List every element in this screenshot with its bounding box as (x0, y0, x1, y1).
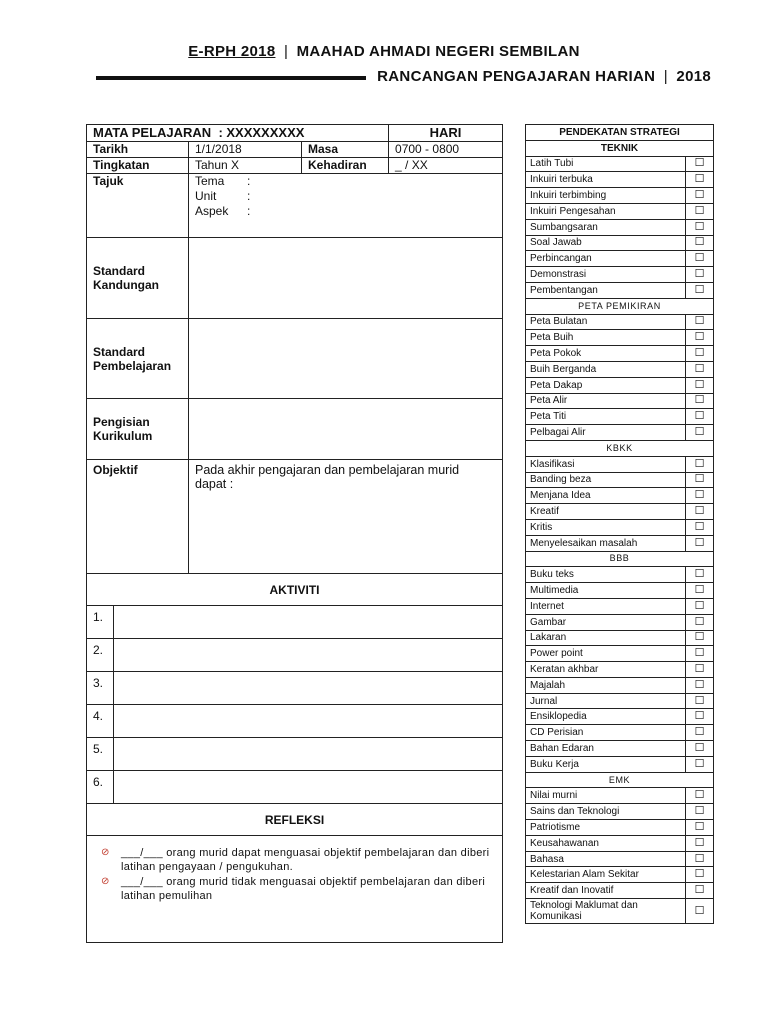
checkbox-icon[interactable]: ☐ (686, 235, 714, 251)
checklist-row (526, 235, 714, 251)
checkbox-icon[interactable]: ☐ (686, 535, 714, 551)
checklist-label: Ensiklopedia (526, 709, 686, 725)
checkbox-icon[interactable]: ☐ (686, 851, 714, 867)
checkbox-icon[interactable]: ☐ (686, 488, 714, 504)
strategy-checklist (525, 124, 714, 924)
plan-title (377, 68, 711, 85)
checklist-row (526, 583, 714, 599)
kbkk-section (526, 456, 714, 551)
checklist-row (526, 456, 714, 472)
checklist-row (526, 488, 714, 504)
checklist-row (526, 709, 714, 725)
checklist-label: Gambar (526, 614, 686, 630)
checklist-row (526, 219, 714, 235)
checkbox-icon[interactable]: ☐ (686, 188, 714, 204)
checklist-row (526, 899, 714, 924)
checkbox-icon[interactable]: ☐ (686, 377, 714, 393)
checklist-row (526, 835, 714, 851)
checkbox-icon[interactable]: ☐ (686, 646, 714, 662)
checklist-row (526, 646, 714, 662)
checkbox-icon[interactable]: ☐ (686, 172, 714, 188)
checklist-label: Kreatif (526, 504, 686, 520)
checkbox-icon[interactable]: ☐ (686, 614, 714, 630)
checklist-label: CD Perisian (526, 725, 686, 741)
checkbox-icon[interactable]: ☐ (686, 346, 714, 362)
checklist-row (526, 203, 714, 219)
checkbox-icon[interactable]: ☐ (686, 756, 714, 772)
learning-standard-label-line1: Standard (93, 344, 146, 359)
checkbox-icon[interactable]: ☐ (686, 883, 714, 899)
checklist-label: Lakaran (526, 630, 686, 646)
checkbox-icon[interactable]: ☐ (686, 804, 714, 820)
checklist-row (526, 788, 714, 804)
checklist-row (526, 330, 714, 346)
checkbox-icon[interactable]: ☐ (686, 662, 714, 678)
activity-field[interactable] (114, 771, 502, 803)
reflection-item-text: ___/___ orang murid dapat menguasai objektif pembelajaran dan diberi latihan pengayaan / pengukuhan. (121, 847, 490, 873)
reflection-item (101, 875, 494, 903)
checklist-label: Soal Jawab (526, 235, 686, 251)
teknik-title: TEKNIK (526, 140, 714, 156)
time-value[interactable]: 0700 - 0800 (389, 142, 503, 158)
curriculum-label (87, 399, 189, 460)
checklist-label: Peta Alir (526, 393, 686, 409)
checklist-label: Majalah (526, 677, 686, 693)
date-label: Tarikh (87, 142, 189, 158)
document-header (0, 43, 768, 60)
content-standard-label-line2: Kandungan (93, 278, 159, 292)
header-rule (96, 76, 366, 80)
checklist-label: Demonstrasi (526, 267, 686, 283)
checklist-row (526, 519, 714, 535)
checklist-label: Peta Dakap (526, 377, 686, 393)
checklist-row (526, 425, 714, 441)
checkbox-icon[interactable]: ☐ (686, 267, 714, 283)
reflection-title: REFLEKSI (87, 804, 503, 836)
checklist-label: Peta Titi (526, 409, 686, 425)
checklist-label: Patriotisme (526, 820, 686, 836)
institution-name: MAAHAD AHMADI NEGERI SEMBILAN (296, 43, 580, 60)
plan-title-separator: | (663, 68, 668, 85)
checkbox-icon[interactable]: ☐ (686, 504, 714, 520)
checklist-label: Menyelesaikan masalah (526, 535, 686, 551)
checklist-label: Peta Buih (526, 330, 686, 346)
date-value[interactable]: 1/1/2018 (189, 142, 302, 158)
curriculum-field[interactable] (189, 399, 503, 460)
checklist-row (526, 630, 714, 646)
topic-aspect-sep: : (247, 204, 251, 218)
activity-number: 5. (87, 738, 114, 770)
checkbox-icon[interactable]: ☐ (686, 156, 714, 172)
time-label: Masa (302, 142, 389, 158)
checklist-label: Kritis (526, 519, 686, 535)
topic-unit-sep: : (247, 189, 251, 203)
checkbox-icon[interactable]: ☐ (686, 741, 714, 757)
day-label: HARI (389, 125, 503, 142)
checklist-row (526, 188, 714, 204)
checkbox-icon[interactable]: ☐ (686, 709, 714, 725)
header-separator: | (283, 43, 289, 60)
checklist-row (526, 251, 714, 267)
checkbox-icon[interactable]: ☐ (686, 725, 714, 741)
checklist-row (526, 156, 714, 172)
topic-unit-key: Unit (195, 189, 217, 203)
bbb-title: BBB (526, 551, 714, 567)
checkbox-icon[interactable]: ☐ (686, 598, 714, 614)
checkbox-icon[interactable]: ☐ (686, 583, 714, 599)
checklist-row (526, 504, 714, 520)
checkbox-icon[interactable]: ☐ (686, 677, 714, 693)
activity-field[interactable] (114, 672, 502, 704)
checklist-row (526, 361, 714, 377)
checkbox-icon[interactable]: ☐ (686, 472, 714, 488)
checkbox-icon[interactable]: ☐ (686, 456, 714, 472)
activity-number: 2. (87, 639, 114, 671)
reflection-field[interactable] (87, 836, 503, 943)
check-icon: ⊘ (101, 847, 110, 858)
bbb-section (526, 567, 714, 772)
checklist-row (526, 409, 714, 425)
checkbox-icon[interactable]: ☐ (686, 251, 714, 267)
checkbox-icon[interactable]: ☐ (686, 282, 714, 298)
topic-label: Tajuk (87, 174, 189, 238)
checklist-label: Pelbagai Alir (526, 425, 686, 441)
checkbox-icon[interactable]: ☐ (686, 867, 714, 883)
checklist-label: Sumbangsaran (526, 219, 686, 235)
topic-theme-key: Tema (195, 174, 225, 188)
checklist-label: Buku Kerja (526, 756, 686, 772)
checkbox-icon[interactable]: ☐ (686, 393, 714, 409)
checklist-label: Klasifikasi (526, 456, 686, 472)
checklist-row (526, 567, 714, 583)
plan-title-text: RANCANGAN PENGAJARAN HARIAN (377, 68, 656, 85)
subject-label: MATA PELAJARAN (93, 125, 212, 140)
activity-field[interactable] (114, 606, 502, 638)
content-standard-label (87, 238, 189, 319)
checklist-label: Bahan Edaran (526, 741, 686, 757)
checklist-label: Inkuiri Pengesahan (526, 203, 686, 219)
checklist-row (526, 662, 714, 678)
checklist-row (526, 867, 714, 883)
learning-standard-field[interactable] (189, 319, 503, 399)
checklist-label: Sains dan Teknologi (526, 804, 686, 820)
activity-field[interactable] (114, 705, 502, 737)
checklist-label: Multimedia (526, 583, 686, 599)
topic-unit-line (195, 189, 496, 204)
level-label: Tingkatan (87, 158, 189, 174)
checklist-row (526, 725, 714, 741)
checklist-label: Pembentangan (526, 282, 686, 298)
activity-number: 4. (87, 705, 114, 737)
checkbox-icon[interactable]: ☐ (686, 203, 714, 219)
checklist-row (526, 820, 714, 836)
checkbox-icon[interactable]: ☐ (686, 219, 714, 235)
curriculum-label-line2: Kurikulum (93, 429, 153, 443)
checkbox-icon[interactable]: ☐ (686, 330, 714, 346)
objective-label: Objektif (87, 460, 189, 574)
checklist-row (526, 172, 714, 188)
checkbox-icon[interactable]: ☐ (686, 835, 714, 851)
checklist-label: Buku teks (526, 567, 686, 583)
reflection-item-text: ___/___ orang murid tidak menguasai objektif pembelajaran dan diberi latihan pemulihan (121, 876, 486, 902)
peta-section (526, 314, 714, 440)
checkbox-icon[interactable]: ☐ (686, 519, 714, 535)
checklist-label: Bahasa (526, 851, 686, 867)
checklist-label: Keratan akhbar (526, 662, 686, 678)
checklist-label: Inkuiri terbimbing (526, 188, 686, 204)
checklist-label: Inkuiri terbuka (526, 172, 686, 188)
checklist-label: Banding beza (526, 472, 686, 488)
checkbox-icon[interactable]: ☐ (686, 899, 714, 924)
content-standard-field[interactable] (189, 238, 503, 319)
checklist-label: Nilai murni (526, 788, 686, 804)
check-icon: ⊘ (101, 876, 110, 887)
learning-standard-label (87, 319, 189, 399)
activity-number: 6. (87, 771, 114, 803)
checkbox-icon[interactable]: ☐ (686, 567, 714, 583)
teknik-section (526, 156, 714, 298)
checklist-label: Buih Berganda (526, 361, 686, 377)
checklist-row (526, 314, 714, 330)
topic-field[interactable] (189, 174, 503, 238)
checklist-label: Kreatif dan Inovatif (526, 883, 686, 899)
form-code: E-RPH 2018 (188, 43, 276, 60)
checklist-label: Menjana Idea (526, 488, 686, 504)
topic-theme-sep: : (247, 174, 251, 188)
topic-aspect-line (195, 204, 496, 219)
checklist-row (526, 693, 714, 709)
checklist-row (526, 598, 714, 614)
topic-aspect-key: Aspek (195, 204, 229, 218)
topic-theme-line (195, 174, 496, 189)
peta-title: PETA PEMIKIRAN (526, 298, 714, 314)
checklist-label: Perbincangan (526, 251, 686, 267)
checkbox-icon[interactable]: ☐ (686, 409, 714, 425)
checkbox-icon[interactable]: ☐ (686, 693, 714, 709)
attendance-label: Kehadiran (302, 158, 389, 174)
checklist-row (526, 851, 714, 867)
subject-cell[interactable] (87, 125, 389, 142)
curriculum-label-line1: Pengisian (93, 415, 150, 429)
checklist-row (526, 267, 714, 283)
checklist-label: Peta Pokok (526, 346, 686, 362)
activity-row (87, 738, 502, 770)
activity-row (87, 672, 502, 704)
checkbox-icon[interactable]: ☐ (686, 425, 714, 441)
checklist-row (526, 804, 714, 820)
checklist-row (526, 883, 714, 899)
activity-row (87, 639, 502, 671)
plan-year: 2018 (676, 68, 711, 85)
checkbox-icon[interactable]: ☐ (686, 788, 714, 804)
kbkk-title: KBKK (526, 440, 714, 456)
checklist-label: Internet (526, 598, 686, 614)
activity-number: 1. (87, 606, 114, 638)
checklist-row (526, 535, 714, 551)
objective-field[interactable]: Pada akhir pengajaran dan pembelajaran murid dapat : (189, 460, 503, 574)
checklist-row (526, 472, 714, 488)
checklist-label: Kelestarian Alam Sekitar (526, 867, 686, 883)
checkbox-icon[interactable]: ☐ (686, 361, 714, 377)
subject-value: : XXXXXXXXX (218, 125, 305, 140)
activities-title: AKTIVITI (87, 574, 503, 606)
level-value[interactable]: Tahun X (189, 158, 302, 174)
checkbox-icon[interactable]: ☐ (686, 820, 714, 836)
attendance-value[interactable]: _ / XX (389, 158, 503, 174)
activity-row (87, 705, 502, 737)
activity-field[interactable] (114, 639, 502, 671)
checkbox-icon[interactable]: ☐ (686, 630, 714, 646)
checklist-row (526, 346, 714, 362)
emk-title: EMK (526, 772, 714, 788)
checklist-row (526, 756, 714, 772)
activity-row (87, 771, 502, 803)
checklist-label: Jurnal (526, 693, 686, 709)
checklist-label: Keusahawanan (526, 835, 686, 851)
checklist-row (526, 377, 714, 393)
activity-field[interactable] (114, 738, 502, 770)
lesson-plan-table (86, 124, 503, 943)
reflection-item (101, 846, 494, 874)
checklist-row (526, 677, 714, 693)
checklist-label: Power point (526, 646, 686, 662)
checkbox-icon[interactable]: ☐ (686, 314, 714, 330)
checklist-label: Teknologi Maklumat dan Komunikasi (526, 899, 686, 924)
checklist-label: Peta Bulatan (526, 314, 686, 330)
checklist-row (526, 614, 714, 630)
content-standard-label-line1: Standard (93, 264, 146, 278)
checklist-row (526, 282, 714, 298)
checklist-row (526, 393, 714, 409)
checklist-label: Latih Tubi (526, 156, 686, 172)
learning-standard-label-line2: Pembelajaran (93, 358, 172, 373)
checklist-title: PENDEKATAN STRATEGI (526, 125, 714, 141)
emk-section (526, 788, 714, 924)
checklist-row (526, 741, 714, 757)
activity-number: 3. (87, 672, 114, 704)
activity-row (87, 606, 502, 638)
